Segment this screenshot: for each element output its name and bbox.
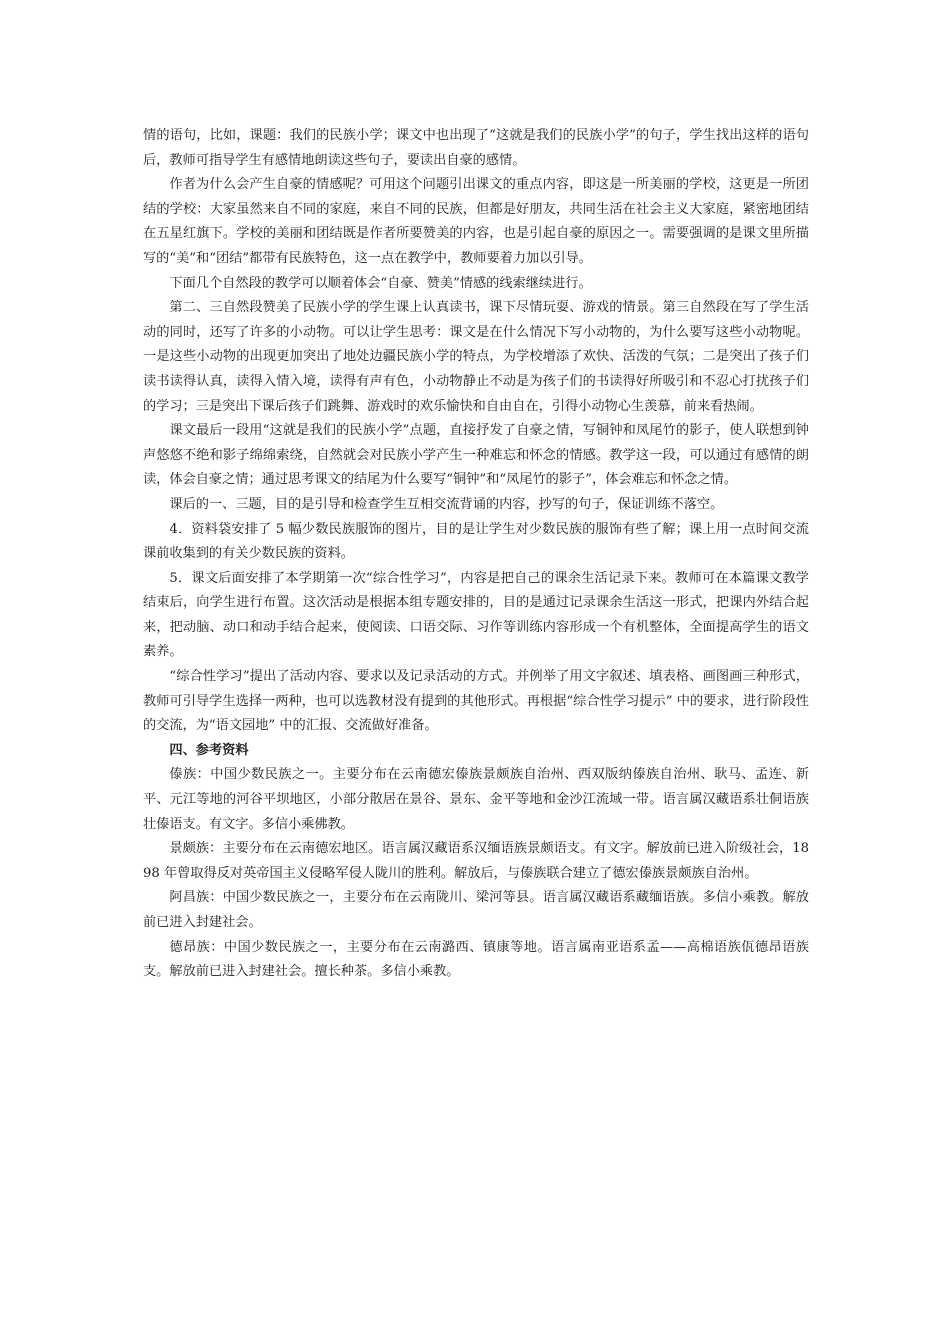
paragraph-pride-reason: 作者为什么会产生自豪的情感呢？可用这个问题引出课文的重点内容，即这是一所美丽的学校，这更是一所团结的学校：大家虽然来自不同的家庭，来自不同的民族，但都是好朋友，共同生活在社会主义大家庭，紧密地团结在五星红旗下。学校的美丽和团结既是作者所要赞美的内容，也是引起自豪的原因之一。需要强调的是课文里所描写的“美”和“团结”都带有民族特色，这一点在教学中，教师要着力加以引导。 <box>143 177 809 266</box>
paragraph-following-sections: 下面几个自然段的教学可以顺着体会“自豪、赞美”情感的线索继续进行。 <box>169 275 592 291</box>
paragraph-intro-continuation: 情的语句，比如，课题：我们的民族小学；课文中也出现了“这就是我们的民族小学”的句子，学生找出这样的语句后，教师可指导学生有感情地朗读这些句子，要读出自豪的感情。 <box>143 128 809 168</box>
document-body <box>143 124 809 985</box>
paragraph-comprehensive-learning: “综合性学习”提出了活动内容、要求以及记录活动的方式。并例举了用文字叙述、填表格、画图画三种形式，教师可引导学生选择一两种，也可以选教材没有提到的其他形式。再根据“综合性学习提示” 中的要求，进行阶段性的交流，为“语文园地” 中的汇报、交流做好准备。 <box>143 669 809 734</box>
paragraph-deang-ethnic: 德昂族：中国少数民族之一，主要分布在云南潞西、镇康等地。语言属南亚语系孟——高棉语族佤德昂语族支。解放前已进入封建社会。擅长种茶。多信小乘教。 <box>143 939 809 980</box>
paragraph-dai-ethnic: 傣族：中国少数民族之一。主要分布在云南德宏傣族景颇族自治州、西双版纳傣族自治州、耿马、孟连、新平、元江等地的河谷平坝地区，小部分散居在景谷、景东、金平等地和金沙江流域一带。语言属汉藏语系壮侗语族壮傣语支。有文字。多信小乘佛教。 <box>143 767 809 832</box>
paragraph-item-5: 5．课文后面安排了本学期第一次“综合性学习”，内容是把自己的课余生活记录下来。教师可在本篇课文教学结束后，向学生进行布置。这次活动是根据本组专题安排的，目的是通过记录课余生活这一形式，把课内外结合起来，把动脑、动口和动手结合起来，使阅读、口语交际、习作等训练内容形成一个有机整体，全面提高学生的语文素养。 <box>143 570 809 660</box>
paragraph-exercises: 课后的一、三题，目的是引导和检查学生互相交流背诵的内容，抄写的句子，保证训练不落空。 <box>169 496 724 512</box>
paragraph-sections-two-three: 第二、三自然段赞美了民族小学的学生课上认真读书，课下尽情玩耍、游戏的情景。第三自然段在写了学生活动的同时，还写了许多的小动物。可以让学生思考：课文是在什么情况下写小动物的，为什么要写这些小动物呢。一是这些小动物的出现更加突出了地处边疆民族小学的特点，为学校增添了欢快、活泼的气氛；二是突出了孩子们读书读得认真，读得入情入境，读得有声有色，小动物静止不动是为孩子们的书读得好所吸引和不忍心打扰孩子们的学习；三是突出下课后孩子们跳舞、游戏时的欢乐愉快和自由自在，引得小动物心生羡慕，前来看热闹。 <box>143 300 809 414</box>
section-heading-references: 四、参考资料 <box>169 742 249 758</box>
paragraph-final-section: 课文最后一段用“这就是我们的民族小学”点题，直接抒发了自豪之情，写铜钟和凤尾竹的影子，使人联想到钟声悠悠不绝和影子绵绵索绕，自然就会对民族小学产生一种难忘和怀念的情感。教学这一段，可以通过有感情的朗读，体会自豪之情；通过思考课文的结尾为什么要写“铜钟”和“凤尾竹的影子”，体会难忘和怀念之情。 <box>143 423 809 488</box>
paragraph-jingpo-ethnic: 景颇族：主要分布在云南德宏地区。语言属汉藏语系汉缅语族景颇语支。有文字。解放前已进入阶级社会，1898 年曾取得反对英帝国主义侵略军侵人陇川的胜利。解放后，与傣族联合建立了德宏傣族景颇族自治州。 <box>143 841 809 881</box>
paragraph-achang-ethnic: 阿昌族：中国少数民族之一，主要分布在云南陇川、梁河等县。语言属汉藏语系藏缅语族。多信小乘教。解放前已进入封建社会。 <box>143 890 809 930</box>
paragraph-item-4: 4．资料袋安排了 5 幅少数民族服饰的图片，目的是让学生对少数民族的服饰有些了解；课上用一点时间交流课前收集到的有关少数民族的资料。 <box>143 521 809 562</box>
